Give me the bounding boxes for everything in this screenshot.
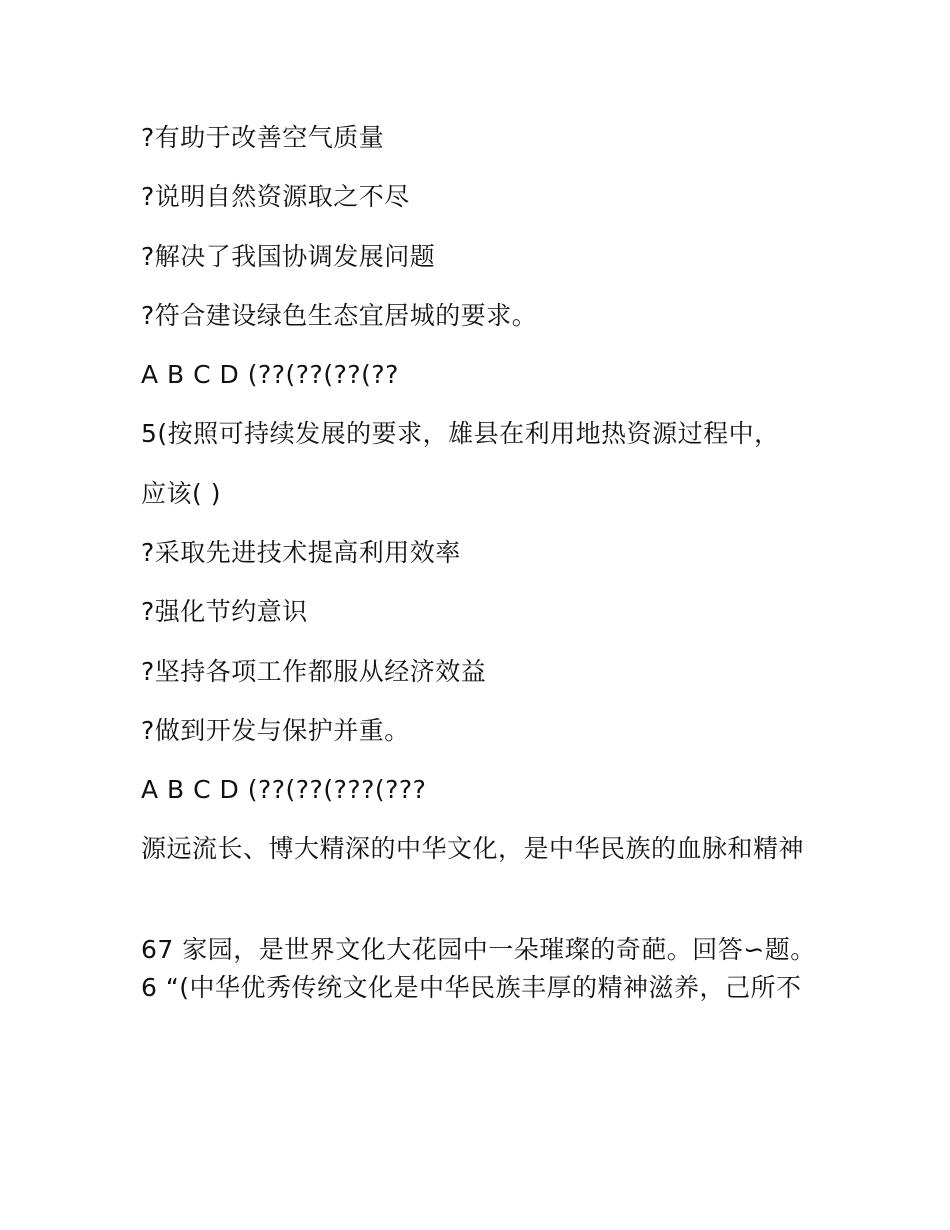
option-line: ?做到开发与保护并重。	[141, 716, 410, 745]
question-stem-line: 5(按照可持续发展的要求，雄县在利用地热资源过程中，	[141, 419, 780, 448]
option-line: ?坚持各项工作都服从经济效益	[141, 657, 487, 686]
paragraph: 67 家园，是世界文化大花园中一朵璀璨的奇葩。回答∽题。6 “(中华优秀传统文化是中华民族丰厚的精神滋养，己所不	[141, 935, 816, 1002]
answer-choices-line: A B C D (??(??(???(???	[141, 775, 427, 804]
question-stem-line: 应该( )	[141, 479, 221, 508]
paragraph: 源远流长、博大精深的中华文化，是中华民族的血脉和精神	[141, 834, 805, 863]
option-line: ?说明自然资源取之不尽	[141, 182, 410, 211]
option-line: ?符合建设绿色生态宜居城的要求。	[141, 301, 538, 330]
option-line: ?采取先进技术提高利用效率	[141, 538, 461, 567]
option-line: ?有助于改善空气质量	[141, 123, 385, 152]
option-line: ?强化节约意识	[141, 597, 308, 626]
answer-choices-line: A B C D (??(??(??(??	[141, 360, 399, 389]
option-line: ?解决了我国协调发展问题	[141, 242, 436, 271]
